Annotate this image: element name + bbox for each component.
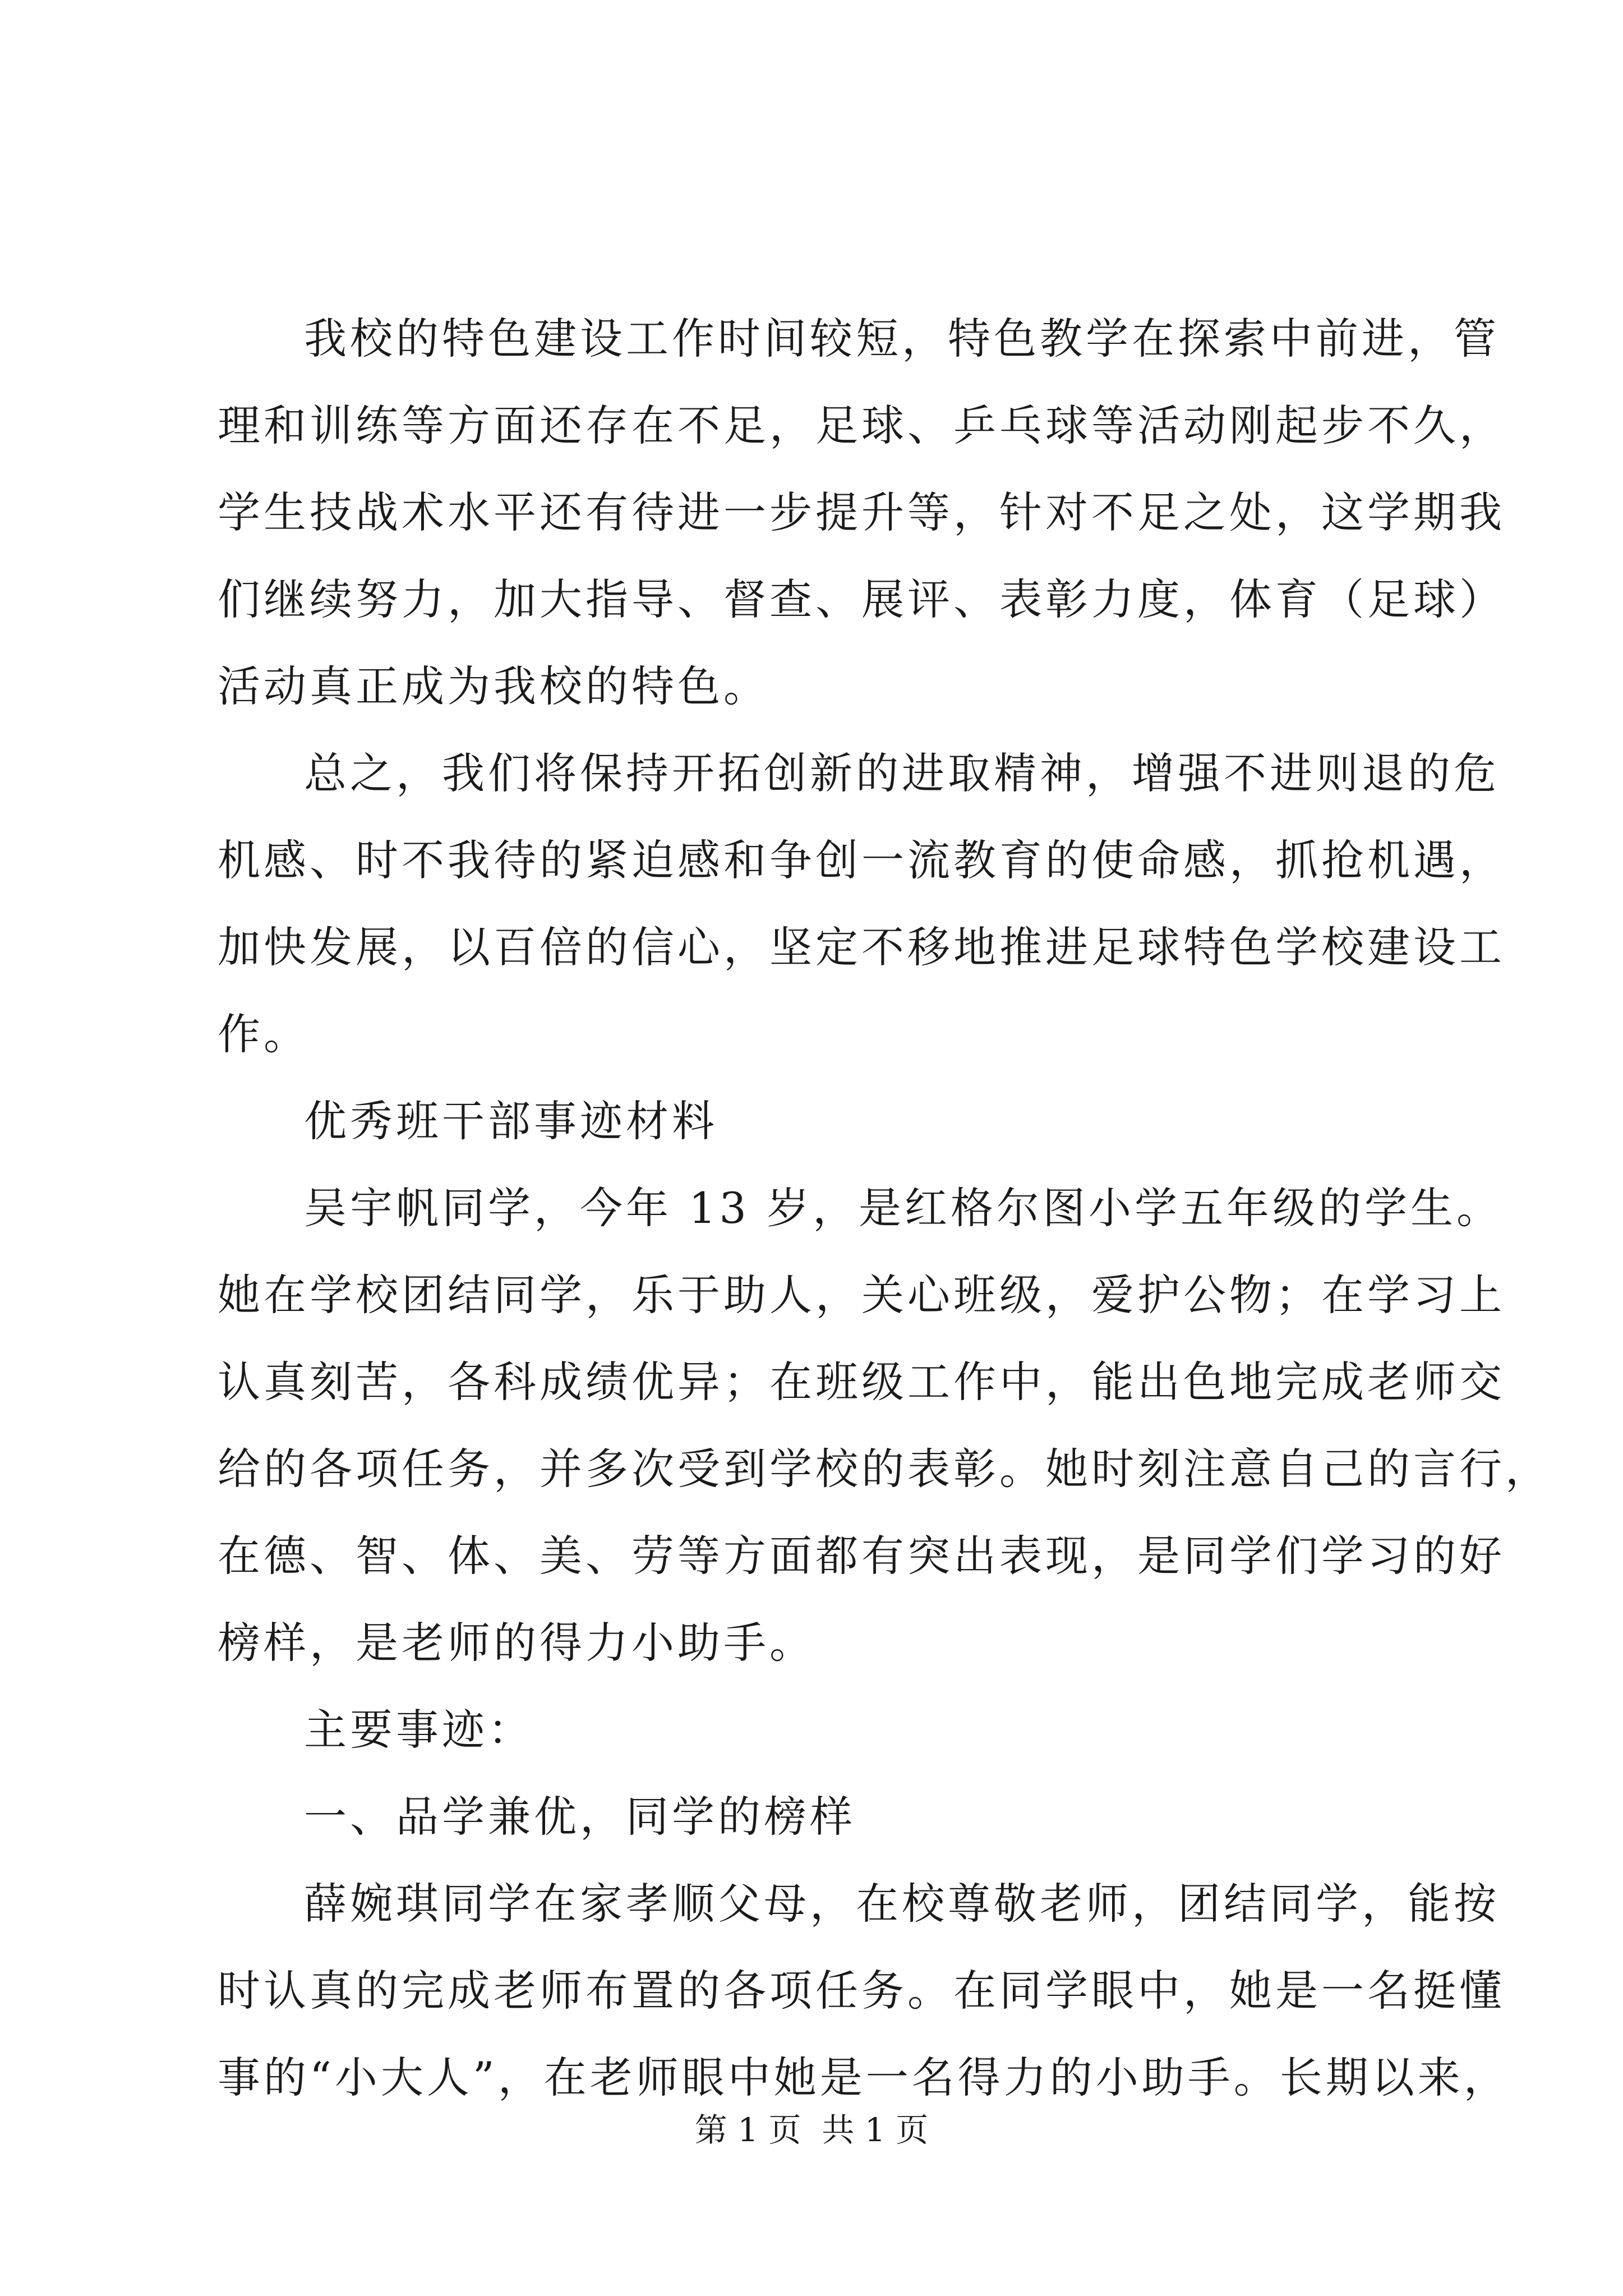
- text-line: 认真刻苦，各科成绩优异；在班级工作中，能出色地完成老师交: [218, 1357, 1505, 1407]
- text-line: 给的各项任务，并多次受到学校的表彰。她时刻注意自己的言行，: [218, 1444, 1551, 1494]
- text-line: 作。: [218, 1009, 310, 1059]
- text-line: 在德、智、体、美、劳等方面都有突出表现，是同学们学习的好: [218, 1531, 1505, 1581]
- text-line: 榜样，是老师的得力小助手。: [218, 1618, 815, 1668]
- text-line: 理和训练等方面还存在不足，足球、乒乓球等活动刚起步不久，: [218, 401, 1505, 450]
- text-line: 她在学校团结同学，乐于助人，关心班级，爱护公物；在学习上: [218, 1270, 1505, 1320]
- text-line: 加快发展，以百倍的信心，坚定不移地推进足球特色学校建设工: [218, 922, 1505, 972]
- section-heading: 优秀班干部事迹材料: [304, 1096, 718, 1146]
- text-line: 学生技战术水平还有待进一步提升等，针对不足之处，这学期我: [218, 487, 1505, 537]
- text-line: 主要事迹：: [304, 1705, 534, 1755]
- text-line: 时认真的完成老师布置的各项任务。在同学眼中，她是一名挺懂: [218, 1966, 1505, 2016]
- text-line: 总之，我们将保持开拓创新的进取精神，增强不进则退的危: [304, 748, 1500, 798]
- text-line: 一、品学兼优，同学的榜样: [304, 1792, 856, 1842]
- text-line: 吴宇帆同学，今年 13 岁，是红格尔图小学五年级的学生。: [304, 1183, 1503, 1233]
- text-line: 我校的特色建设工作时间较短，特色教学在探索中前进，管: [304, 314, 1500, 364]
- text-line: 机感、时不我待的紧迫感和争创一流教育的使命感，抓抢机遇，: [218, 835, 1505, 885]
- text-line: 事的“小大人”，在老师眼中她是一名得力的小助手。长期以来，: [218, 2053, 1510, 2102]
- text-line: 们继续努力，加大指导、督查、展评、表彰力度，体育（足球）: [218, 574, 1505, 624]
- text-line: 活动真正成为我校的特色。: [218, 661, 769, 711]
- text-line: 薛婉琪同学在家孝顺父母，在校尊敬老师，团结同学，能按: [304, 1879, 1500, 1929]
- page-footer: 第 1 页 共 1 页: [694, 2111, 929, 2149]
